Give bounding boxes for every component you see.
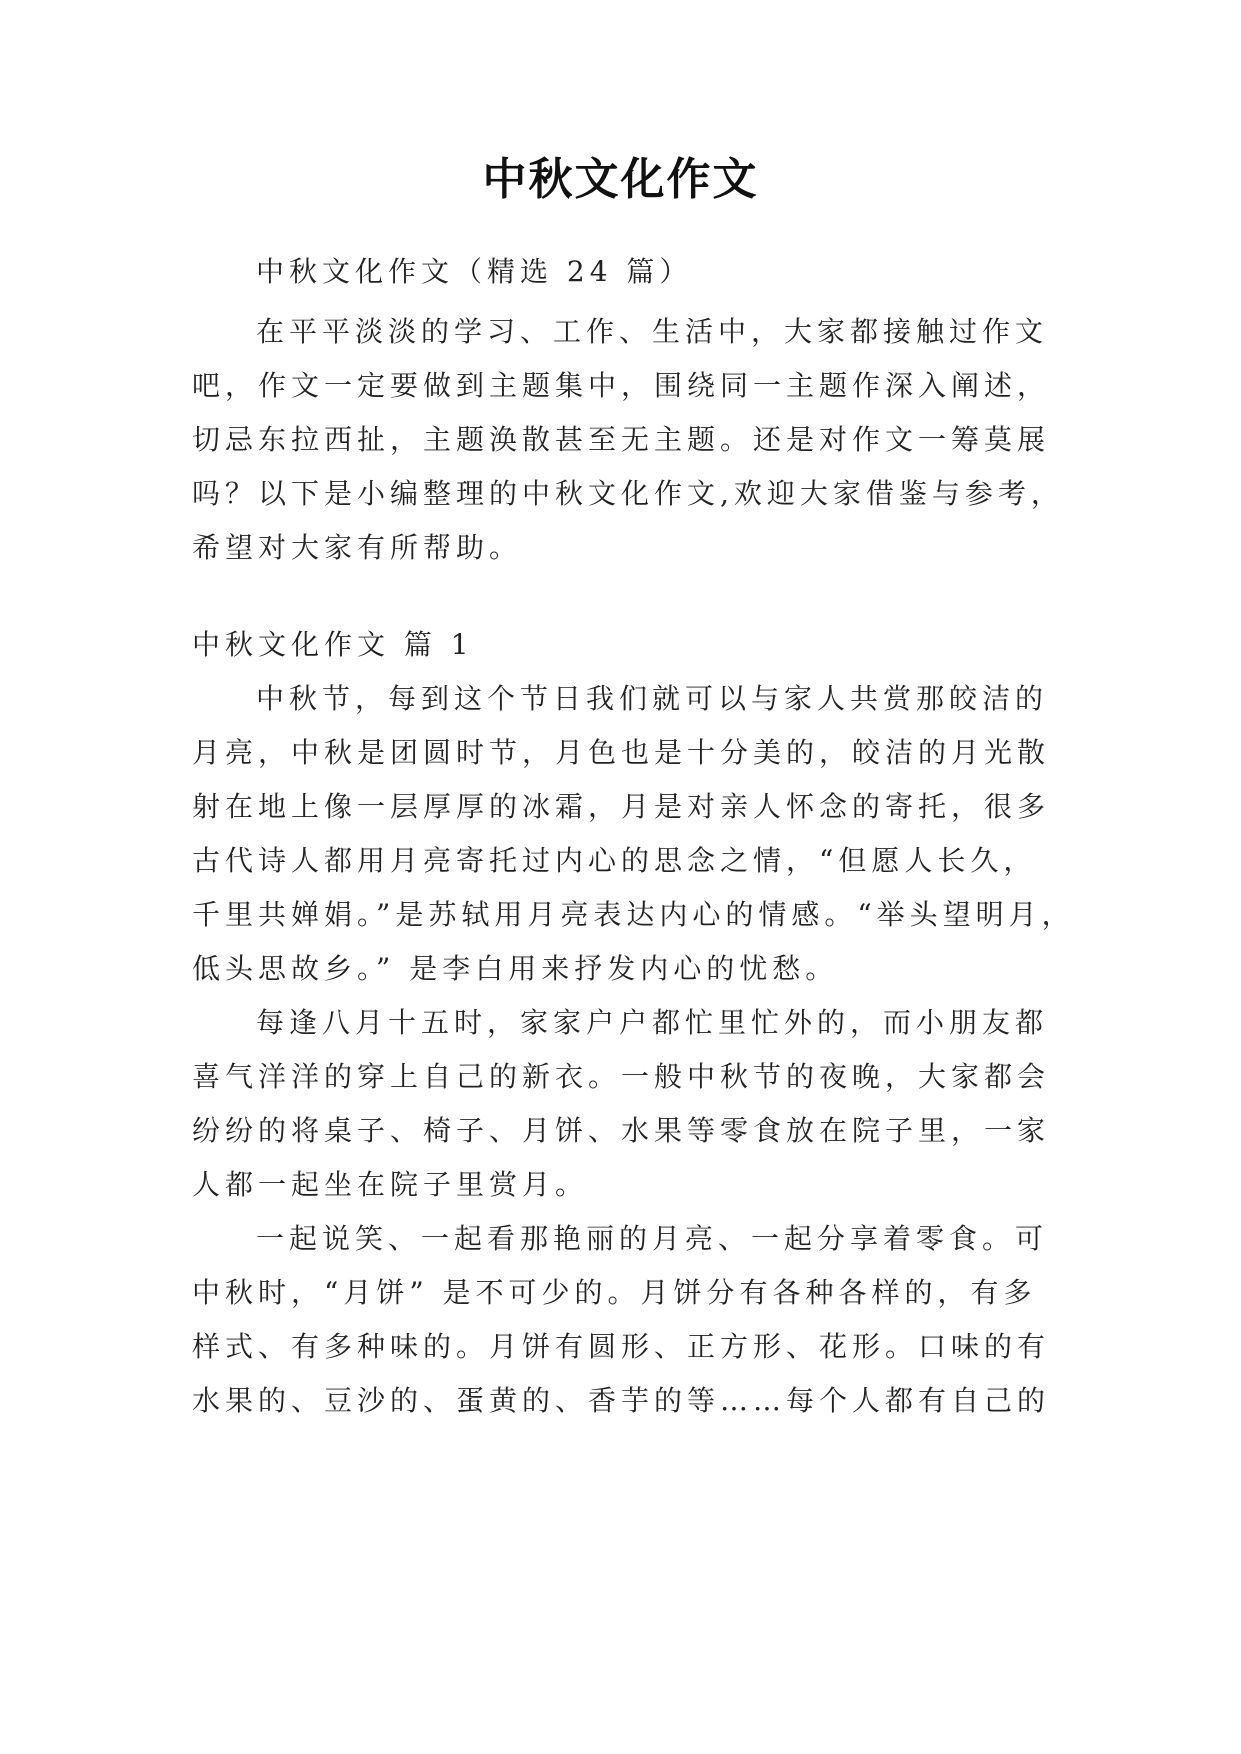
intro-line: 在平平淡淡的学习、工作、生活中，大家都接触过作文 bbox=[256, 315, 1049, 348]
paragraph-line: 中秋时，“月饼” 是不可少的。月饼分有各种各样的，有多 bbox=[192, 1276, 1037, 1309]
paragraph-line: 月亮，中秋是团圆时节，月色也是十分美的，皎洁的月光散 bbox=[192, 736, 1051, 769]
section-heading: 中秋文化作文 篇 1 bbox=[192, 628, 474, 661]
paragraph-line: 喜气洋洋的穿上自己的新衣。一般中秋节的夜晚，大家都会 bbox=[192, 1060, 1051, 1093]
paragraph-line: 中秋节，每到这个节日我们就可以与家人共赏那皎洁的 bbox=[256, 682, 1049, 715]
intro-line: 切忌东拉西扯，主题涣散甚至无主题。还是对作文一筹莫展 bbox=[192, 423, 1051, 456]
paragraph-line: 射在地上像一层厚厚的冰霜，月是对亲人怀念的寄托，很多 bbox=[192, 790, 1051, 823]
paragraph-line: 水果的、豆沙的、蛋黄的、香芋的等……每个人都有自己的 bbox=[192, 1384, 1051, 1417]
paragraph-line: 一起说笑、一起看那艳丽的月亮、一起分享着零食。可 bbox=[256, 1222, 1049, 1255]
paragraph-line: 人都一起坐在院子里赏月。 bbox=[192, 1168, 589, 1201]
intro-line: 希望对大家有所帮助。 bbox=[192, 531, 523, 564]
paragraph-line: 千里共婵娟。”是苏轼用月亮表达内心的情感。“举头望明月， bbox=[192, 898, 1075, 931]
paragraph-line: 低头思故乡。” 是李白用来抒发内心的忧愁。 bbox=[192, 952, 839, 985]
paragraph-line: 古代诗人都用月亮寄托过内心的思念之情，“但愿人长久， bbox=[192, 844, 1037, 877]
document-title: 中秋文化作文 bbox=[482, 154, 759, 205]
intro-line: 吧，作文一定要做到主题集中，围绕同一主题作深入阐述， bbox=[192, 369, 1051, 402]
intro-line: 吗？以下是小编整理的中秋文化作文,欢迎大家借鉴与参考， bbox=[192, 477, 1064, 510]
paragraph-line: 样式、有多种味的。月饼有圆形、正方形、花形。口味的有 bbox=[192, 1330, 1051, 1363]
paragraph-line: 每逢八月十五时，家家户户都忙里忙外的，而小朋友都 bbox=[256, 1006, 1049, 1039]
paragraph-line: 纷纷的将桌子、椅子、月饼、水果等零食放在院子里，一家 bbox=[192, 1114, 1051, 1147]
subtitle-line: 中秋文化作文（精选 24 篇） bbox=[256, 255, 693, 288]
